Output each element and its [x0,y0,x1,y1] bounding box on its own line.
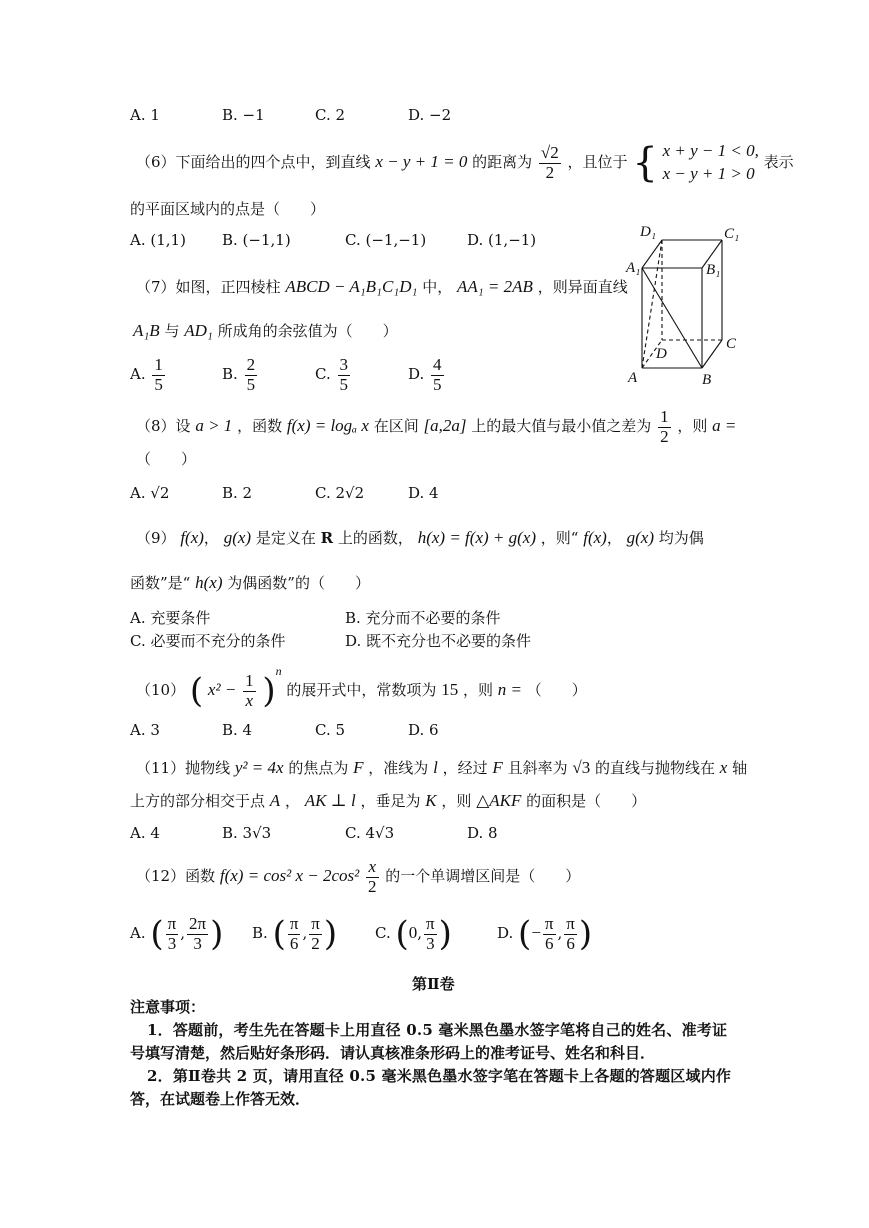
notice-item-1b: 号填写清楚，然后贴好条形码．请认真核准条形码上的准考证号、姓名和科目． [130,1044,656,1062]
q7-prism: ABCD − A₁B₁C₁D₁ [285,277,418,296]
q7-stem-line2: A₁B 与 AD₁ 所成角的余弦值为（ ） [133,321,398,340]
q6-line-equation: x − y + 1 = 0 [375,152,468,171]
q8-option-c: C. 2√2 [315,484,365,502]
q6-stem-line2: 的平面区域内的点是（ ） [130,200,326,218]
q11-option-b: B. 3√3 [222,824,272,842]
q6-brace: { [632,140,658,186]
q8-fraction: $\frac{1}{2}$ [660,407,669,446]
q6-system: x + y − 1 < 0, x − y + 1 > 0 [662,141,759,183]
q7-option-c: C. $\frac{3}{5}$ [315,355,348,394]
q9-option-a: A. 充要条件 [130,609,211,627]
q12-stem: （12）函数 f(x) = cos² x − 2cos² $\frac{x}{2}$ 的一个单调增区间是（ ） [136,857,581,896]
q6-text: 表示 [763,153,794,171]
q6-text: 的距离为 [472,153,533,171]
q9-option-d: D. 既不充分也不必要的条件 [345,632,532,650]
q10-option-c: C. 5 [315,721,346,739]
q6-text: ，且位于 [567,153,628,171]
q9-stem-line2: 函数”是“ h(x) 为偶函数”的（ ） [130,573,370,592]
notice-item-1a: 1．答题前，考生先在答题卡上用直径 0.5 毫米黑色墨水签字笔将自己的姓名、准考证 [147,1021,728,1039]
q12-option-c: C. (0, $\frac{\pi}{3}$ ) [375,913,452,954]
q8-option-b: B. 2 [222,484,253,502]
q12-option-d: D. (− $\frac{\pi}{6}$ , $\frac{\pi}{6}$ ) [497,913,593,954]
label-C1: C₁ [724,226,740,242]
label-B1: B₁ [706,262,721,278]
q10-option-b: B. 4 [222,721,253,739]
q6-option-b: B. (−1,1) [222,231,291,249]
q10-option-a: A. 3 [130,721,160,739]
label-A: A [628,370,638,386]
q6-option-d: D. (1,−1) [467,231,537,249]
q12-option-b: B. ( $\frac{\pi}{6}$ , $\frac{\pi}{2}$ ) [252,913,338,954]
q10-option-d: D. 6 [408,721,439,739]
q7-option-d: D. $\frac{4}{5}$ [408,355,442,394]
q8-option-d: D. 4 [408,484,439,502]
q8-function: f(x) = logₐ x [286,416,369,436]
part2-title: 第Ⅱ卷 [412,975,455,993]
q9-option-b: B. 充分而不必要的条件 [345,609,501,627]
notice-item-2b: 答，在试题卷上作答无效． [130,1090,311,1108]
q5-option-d: D. −2 [408,106,452,124]
label-D1: D₁ [640,224,657,240]
q7-option-b: B. $\frac{2}{5}$ [222,355,256,394]
q8-stem-line1: （8）设 a > 1 ，函数 f(x) = logₐ x 在区间 [a,2a] 上的最大值与最小值之差为 $\frac{1}{2}$ ，则 a = [136,407,737,446]
prism-figure [620,218,750,388]
q7-option-a: A. $\frac{1}{5}$ [130,355,163,394]
q7-stem-line1: （7）如图，正四棱柱 ABCD − A₁B₁C₁D₁ 中， AA₁ = 2AB ，则异面直线 [136,277,628,296]
notice-item-2a: 2．第Ⅱ卷共 2 页，请用直径 0.5 毫米黑色墨水签字笔在答题卡上各题的答题区域内作 [147,1067,732,1085]
q5-option-a: A. 1 [130,106,160,124]
q6-stem-line1 [136,140,794,186]
q5-option-b: B. −1 [222,106,265,124]
q11-option-a: A. 4 [130,824,160,842]
label-D: D [656,346,667,362]
q11-option-d: D. 8 [467,824,498,842]
q6-option-c: C. (−1,−1) [345,231,427,249]
q11-stem-line1: （11）抛物线 y² = 4x 的焦点为 F ，准线为 l ，经过 F 且斜率为 √3 的直线与抛物线在 x 轴 [136,758,748,777]
q5-option-c: C. 2 [315,106,346,124]
q9-stem-line1: （9） f(x)， g(x) 是定义在 R 上的函数， h(x) = f(x) + g(x) ，则“ f(x)， g(x) 均为偶 [136,528,704,547]
q6-text: （6）下面给出的四个点中，到直线 [136,153,371,171]
q11-stem-line2: 上方的部分相交于点 A ， AK ⊥ l ，垂足为 K ，则 △AKF 的面积是（ ） [130,791,647,810]
label-C: C [726,336,737,352]
q10-stem: （10） ( x² − $\frac{1}{x}$ )$^n$ 的展开式中，常数项为 15 ，则 n = （ ） [136,664,587,711]
q9-option-c: C. 必要而不充分的条件 [130,632,286,650]
label-B: B [702,372,712,388]
label-A1: A₁ [626,260,641,276]
q11-option-c: C. 4√3 [345,824,395,842]
notice-heading: 注意事项： [130,998,206,1016]
q7-condition: AA₁ = 2AB [456,277,533,296]
q6-distance-fraction: $\frac{√2}{2}$ [540,142,559,182]
q8-option-a: A. √2 [130,484,170,502]
segment-A1B [642,268,702,368]
q6-option-a: A. (1,1) [130,231,186,249]
q8-stem-line2: （ ） [136,450,197,468]
q12-option-a: A. ( $\frac{\pi}{3}$ , $\frac{2\pi}{3}$ ) [130,913,224,954]
